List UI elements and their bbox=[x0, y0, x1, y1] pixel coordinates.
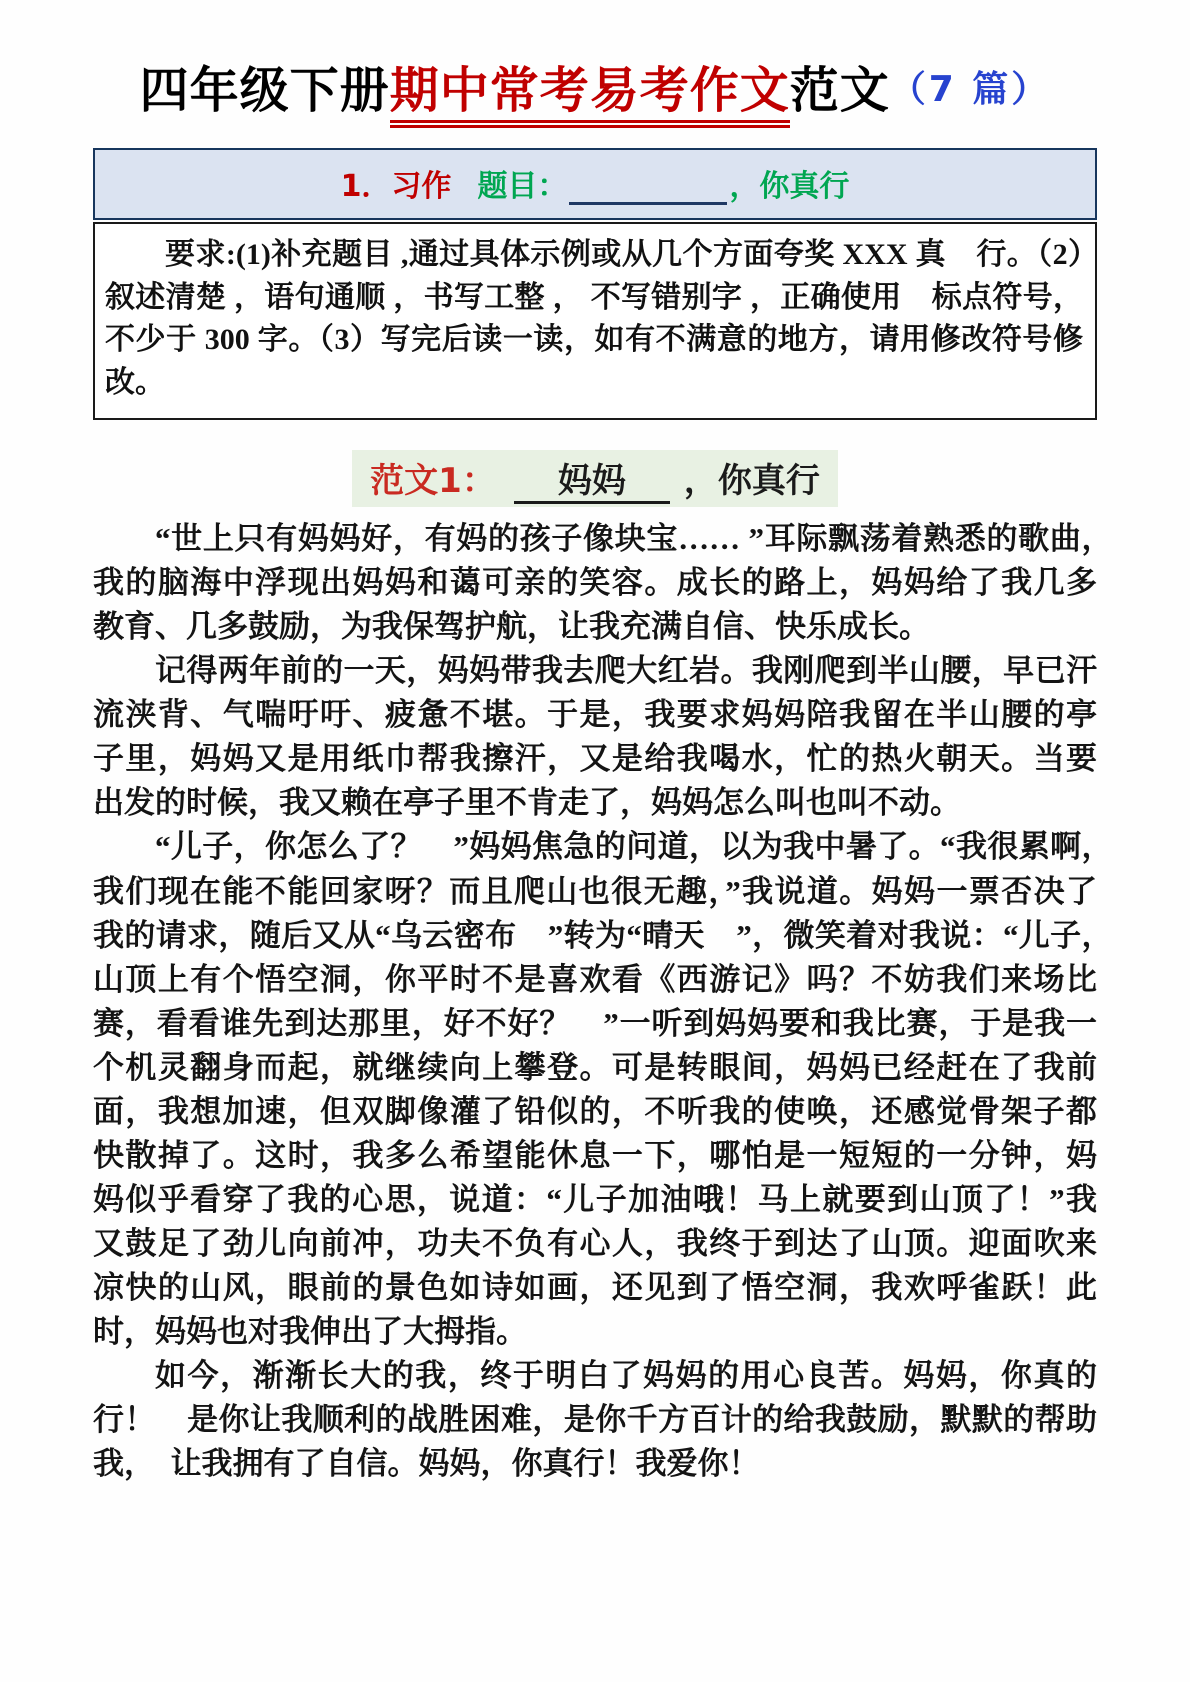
assignment-topic-label: 题目： bbox=[477, 169, 568, 204]
requirements-text: 要求:(1)补充题目 ,通过具体示例或从几个方面夸奖 XXX 真 行。（2）叙述清楚 ，语句通顺 ，书写工整 ， 不写错别字 ，正确使用 标点符号，不少于 300 字。（3）写完后读一读，如有不满意的地方，请用修改符号修改。 bbox=[105, 238, 1083, 399]
essay-heading bbox=[93, 450, 1097, 507]
essay-label: 范文1： bbox=[370, 461, 496, 502]
title-exam-segment: 期中常考易考作文 bbox=[390, 62, 790, 128]
requirements-box bbox=[93, 222, 1097, 420]
assignment-topic-suffix: ，你真行 bbox=[729, 169, 850, 204]
assignment-number-label: 1．习作 bbox=[340, 169, 452, 204]
title-fanwen-segment: 范文 bbox=[789, 62, 890, 119]
essay-paragraph: “世上只有妈妈好，有妈的孩子像块宝…… ”耳际飘荡着熟悉的歌曲， 我的脑海中浮现出妈妈和蔼可亲的笑容。成长的路上，妈妈给了我几多 教育、几多鼓励，为我保驾护航，让我充满自信、快乐成长。 bbox=[93, 521, 1128, 645]
essay-paragraph: 记得两年前的一天，妈妈带我去爬大红岩。我刚爬到半山腰，早已汗 流浃背、气喘吁吁、疲惫不堪。于是，我要求妈妈陪我留在半山腰的亭 子里，妈妈又是用纸巾帮我擦汗，又是给我喝水，忙的热火朝天。当要 出发的时候，我又赖在亭子里不肯走了，妈妈怎么叫也叫不动。 bbox=[93, 653, 1128, 821]
essay-body bbox=[93, 517, 1128, 1485]
topic-blank-line bbox=[569, 175, 727, 205]
document-content bbox=[93, 52, 1128, 1486]
essay-title-fill: 妈妈 bbox=[514, 461, 670, 504]
title-grade-segment: 四年级下册 bbox=[139, 62, 390, 119]
essay-paragraph: 如今，渐渐长大的我，终于明白了妈妈的用心良苦。妈妈，你真的行！ 是你让我顺利的战胜困难，是你千方百计的给我鼓励，默默的帮助我， 让我拥有了自信。妈妈，你真行！我爱你！ bbox=[93, 1357, 1097, 1481]
essay-title-suffix: ，你真行 bbox=[683, 461, 820, 502]
title-count-badge: （7 篇） bbox=[889, 69, 1051, 110]
page-title bbox=[93, 52, 1097, 122]
essay-paragraph: “儿子，你怎么了？ ”妈妈焦急的问道，以为我中暑了。“我很累啊， 我们现在能不能回家呀？而且爬山也很无趣，”我说道。妈妈一票否决了 我的请求，随后又从“乌云密布 ”转为“晴天 ”，微笑着对我说：“儿子， 山顶上有个悟空洞，你平时不是喜欢看《西游记》吗？不妨我们来场比 赛，看看谁先到达那里，好不好？ ”一听到妈妈要和我比赛，于是我一 个机灵翻身而起，就继续向上攀登。可是转眼间，妈妈已经赶在了我前 面，我想加速，但双脚像灌了铅似的，不听我的使唤，还感觉骨架子都 快散掉了。这时，我多么希望能休息一下，哪怕是一短短的一分钟，妈 妈似乎看穿了我的心思，说道：“儿子加油哦！马上就要到山顶了！”我 又鼓足了劲儿向前冲，功夫不负有心人，我终于到达了山顶。迎面吹来 凉快的山风，眼前的景色如诗如画，还见到了悟空洞，我欢呼雀跃！此 时，妈妈也对我伸出了大拇指。 bbox=[93, 829, 1128, 1349]
essay-heading-highlight bbox=[352, 450, 838, 507]
assignment-header-box bbox=[93, 148, 1097, 220]
